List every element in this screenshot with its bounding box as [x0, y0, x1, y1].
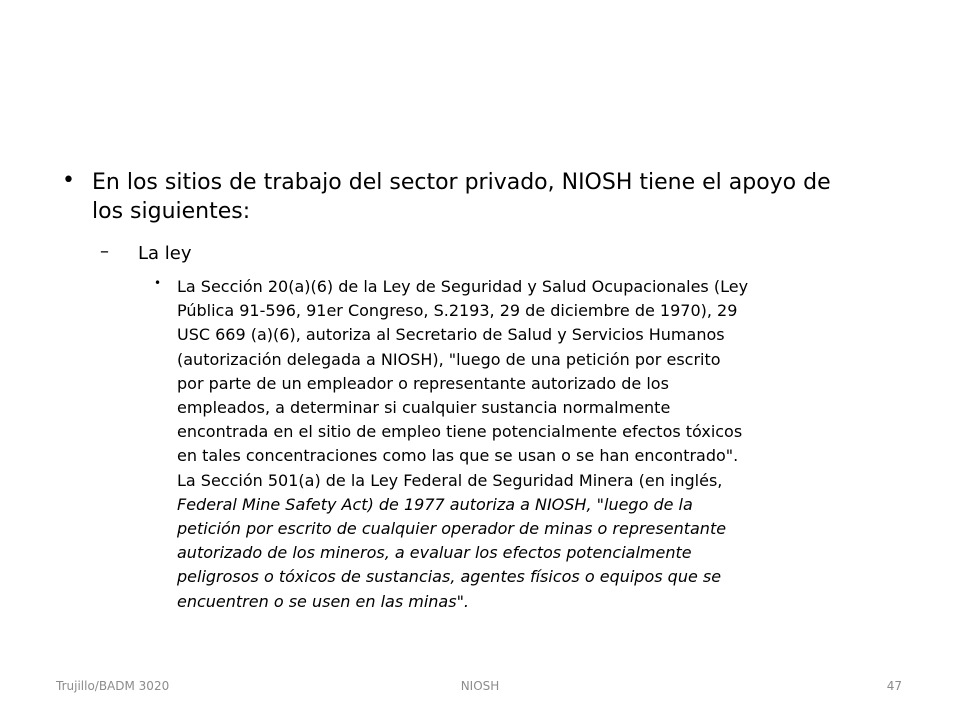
body-line: empleados, a determinar si cualquier sustancia normalmente	[177, 398, 671, 418]
sub-bullet-text: La ley	[138, 243, 192, 264]
body-italic-line: peligrosos o tóxicos de sustancias, agentes físicos o equipos que se	[177, 567, 722, 587]
body-line: Pública 91-596, 91er Congreso, S.2193, 29 de diciembre de 1970), 29	[177, 301, 738, 321]
body-italic-line: Federal Mine Safety Act) de 1977 autoriza a NIOSH, "luego de la	[177, 494, 693, 514]
footer-center: NIOSH	[460, 679, 500, 693]
footer-left: Trujillo/BADM 3020	[56, 679, 170, 693]
body-text	[177, 275, 884, 614]
body-bullet	[154, 275, 884, 614]
body-line: La Sección 20(a)(6) de la Ley de Seguridad y Salud Ocupacionales (Ley	[177, 277, 749, 296]
body-line: La Sección 501(a) de la Ley Federal de Seguridad Minera (en inglés,	[177, 470, 723, 490]
body-line: encontrada en el sitio de empleo tiene potencialmente efectos tóxicos	[177, 422, 743, 442]
bullet-marker: •	[62, 168, 75, 193]
body-line: USC 669 (a)(6), autoriza al Secretario de Salud y Servicios Humanos	[177, 325, 725, 345]
body-line: por parte de un empleador o representante autorizado de los	[177, 373, 669, 393]
body-italic-line: encuentren o se usen en las minas".	[177, 591, 470, 611]
main-bullet	[62, 168, 862, 226]
body-line: en tales concentraciones como las que se usan o se han encontrado".	[177, 446, 739, 466]
body-italic-line: autorizado de los mineros, a evaluar los efectos potencialmente	[177, 543, 692, 563]
dash-marker: –	[100, 241, 109, 262]
main-bullet-text: En los sitios de trabajo del sector privado, NIOSH tiene el apoyo de los siguientes:	[92, 170, 831, 224]
body-italic-line: petición por escrito de cualquier operador de minas o representante	[177, 519, 727, 539]
slide-number: 47	[886, 679, 902, 693]
bullet-marker: •	[154, 276, 162, 290]
sub-bullet	[100, 241, 192, 266]
body-line: (autorización delegada a NIOSH), "luego de una petición por escrito	[177, 349, 721, 369]
